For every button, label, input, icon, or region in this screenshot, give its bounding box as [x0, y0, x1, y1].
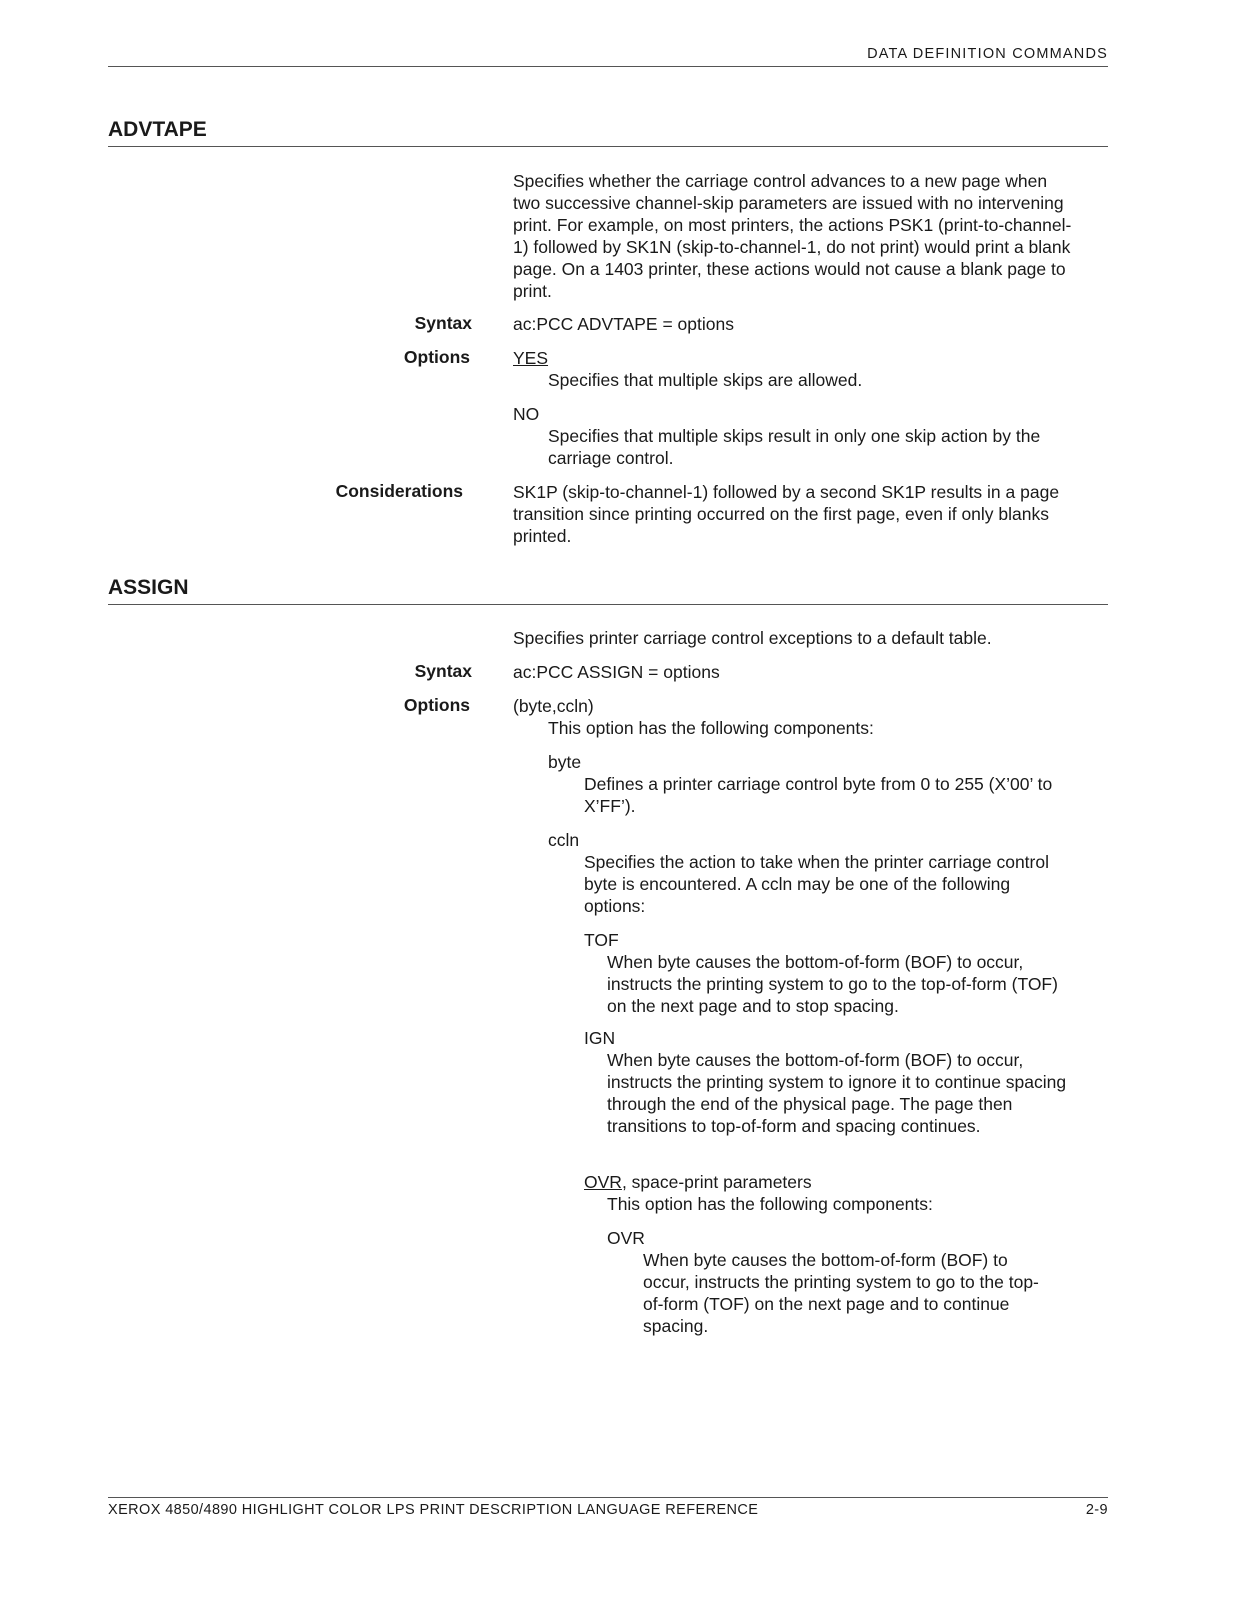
- page-number: 2-9: [1085, 1502, 1108, 1518]
- advtape-syntax-label: Syntax: [414, 313, 472, 333]
- assign-ign-desc: When byte causes the bottom-of-form (BOF) to occur, instructs the printing system to ignore it to continue spacing through the end of the physical page. The page then transitions to top-of-form and spacing continues.: [607, 1050, 1067, 1136]
- section-title-assign: ASSIGN: [108, 576, 1108, 605]
- assign-ovr-name: OVR: [584, 1172, 622, 1192]
- advtape-option-yes: YES: [513, 348, 549, 368]
- advtape-considerations: SK1P (skip-to-channel-1) followed by a second SK1P results in a page transition since printing occurred on the first page, even if only blanks printed.: [513, 482, 1060, 546]
- advtape-option-yes-desc: Specifies that multiple skips are allowed.: [548, 370, 863, 390]
- assign-ovr-option: [584, 1171, 984, 1193]
- assign-tof-name: TOF: [584, 930, 619, 950]
- assign-syntax: ac:PCC ASSIGN = options: [513, 662, 720, 682]
- running-footer: [108, 1497, 1108, 1518]
- assign-ign-name: IGN: [584, 1028, 616, 1048]
- assign-ovr-desc: This option has the following components:: [607, 1194, 933, 1214]
- assign-ovr2-desc: When byte causes the bottom-of-form (BOF) to occur, instructs the printing system to go to the top-of-form (TOF) on the next page and to continue spacing.: [643, 1250, 1039, 1336]
- assign-description: Specifies printer carriage control exceptions to a default table.: [513, 628, 992, 648]
- assign-tof-desc: When byte causes the bottom-of-form (BOF) to occur, instructs the printing system to go to the top-of-form (TOF) on the next page and to stop spacing.: [607, 952, 1058, 1016]
- footer-title: XEROX 4850/4890 HIGHLIGHT COLOR LPS PRINT DESCRIPTION LANGUAGE REFERENCE: [108, 1502, 759, 1518]
- advtape-option-no: NO: [513, 404, 540, 424]
- assign-ccln-name: ccln: [548, 830, 580, 850]
- advtape-option-no-desc: Specifies that multiple skips result in only one skip action by the carriage control.: [548, 426, 1041, 468]
- assign-option-byte-ccln-desc: This option has the following components:: [548, 718, 874, 738]
- section-title-advtape: ADVTAPE: [108, 118, 1108, 147]
- advtape-options-label: Options: [403, 347, 470, 367]
- header-title: DATA DEFINITION COMMANDS: [867, 46, 1108, 62]
- assign-option-byte-ccln: (byte,ccln): [513, 696, 594, 716]
- assign-ccln-desc: Specifies the action to take when the printer carriage control byte is encountered. A ccln may be one of the following options:: [584, 852, 1049, 916]
- assign-options-label: Options: [403, 695, 470, 715]
- advtape-syntax: ac:PCC ADVTAPE = options: [513, 314, 734, 334]
- assign-byte-desc: Defines a printer carriage control byte from 0 to 255 (X’00’ to X’FF’).: [584, 774, 1053, 816]
- assign-byte-name: byte: [548, 752, 582, 772]
- assign-ovr2-name: OVR: [607, 1228, 645, 1248]
- running-header: [108, 46, 1108, 67]
- advtape-considerations-label: Considerations: [335, 481, 463, 501]
- assign-ovr-suffix: , space-print parameters: [621, 1172, 812, 1192]
- advtape-description: Specifies whether the carriage control advances to a new page when two successive channel-skip parameters are issued with no intervening print. For example, on most printers, the actions PSK1 (print-to-channel-1) followed by SK1N (skip-to-channel-1, do not print) would print a blank page. On a 1403 printer, these actions would not cause a blank page to print.: [513, 171, 1072, 301]
- assign-syntax-label: Syntax: [414, 661, 472, 681]
